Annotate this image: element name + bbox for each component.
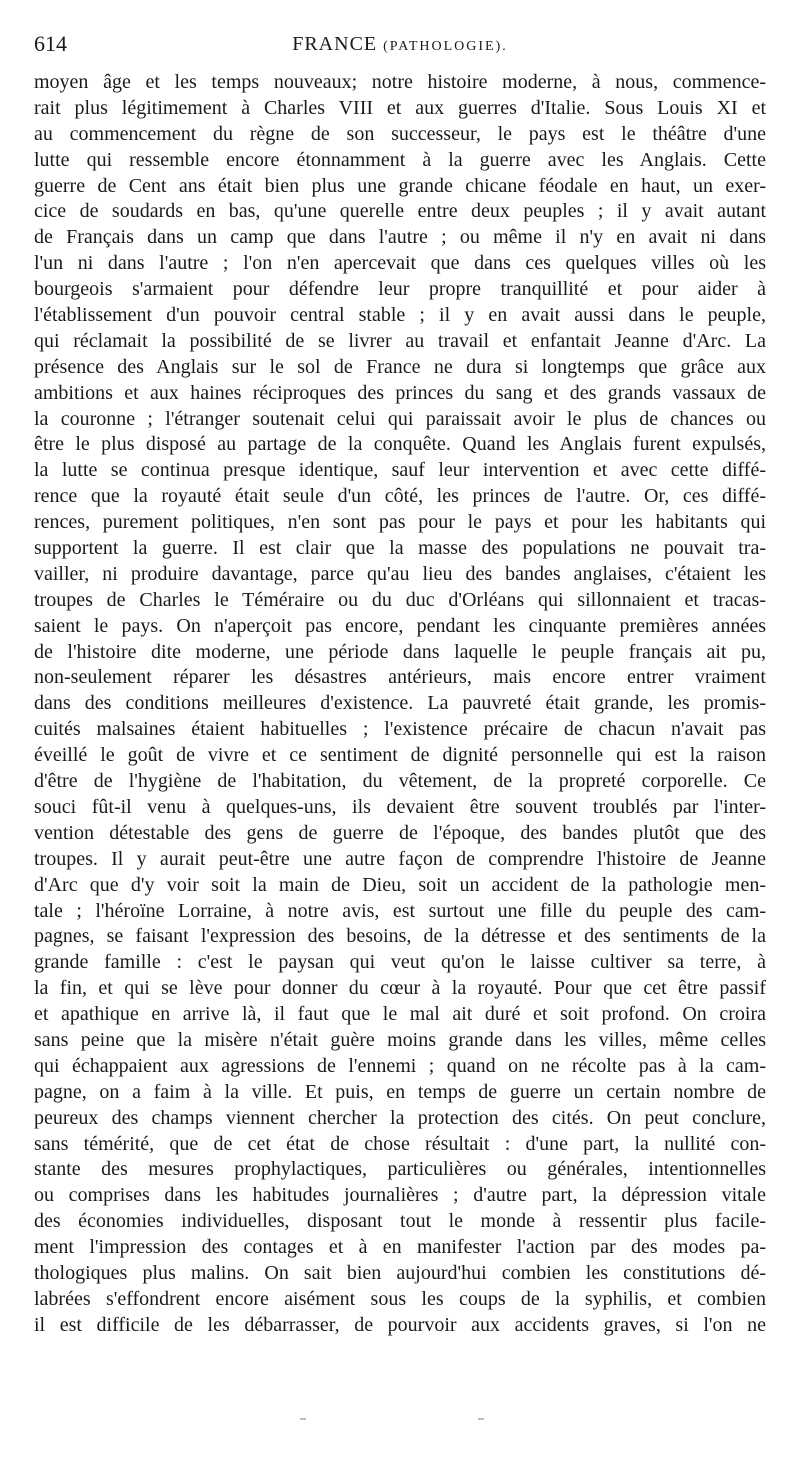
text-line: au commencement du règne de son successeur, le pays est le théâtre d'une	[34, 122, 766, 145]
text-line: labrées s'effondrent encore aisément sous les coups de la syphilis, et combien	[34, 1287, 766, 1310]
text-line: rait plus légitimement à Charles VIII et aux guerres d'Italie. Sous Louis XI et	[34, 96, 766, 119]
text-line: la lutte se continua presque identique, sauf leur intervention et avec cette diffé-	[34, 459, 766, 482]
running-head	[34, 30, 766, 58]
text-line: qui échappaient aux agressions de l'ennemi ; quand on ne récolte pas à la cam-	[34, 1054, 766, 1077]
text-line: rence que la royauté était seule d'un côté, les princes de l'autre. Or, ces diffé-	[34, 485, 766, 508]
text-line: saient le pays. On n'aperçoit pas encore, pendant les cinquante premières années	[34, 614, 766, 637]
text-line: souci fût-il venu à quelques-uns, ils devaient être souvent troublés par l'inter-	[34, 795, 766, 818]
text-line: éveillé le goût de vivre et ce sentiment de dignité personnelle qui est la raison	[34, 744, 766, 767]
text-line: tale ; l'héroïne Lorraine, à notre avis, est surtout une fille du peuple des cam-	[34, 899, 766, 922]
text-line: pagnes, se faisant l'expression des besoins, de la détresse et des sentiments de la	[34, 925, 766, 948]
text-line: troupes de Charles le Téméraire ou du duc d'Orléans qui sillonnaient et tracas-	[34, 588, 766, 611]
text-line: qui réclamait la possibilité de se livrer au travail et enfantait Jeanne d'Arc. La	[34, 329, 766, 352]
body-text	[34, 70, 766, 1339]
text-line: il est difficile de les débarrasser, de pourvoir aux accidents graves, si l'on ne	[34, 1313, 766, 1336]
text-line: dans des conditions meilleures d'existence. La pauvreté était grande, les promis-	[34, 692, 766, 715]
running-title	[34, 30, 766, 61]
text-line: d'Arc que d'y voir soit la main de Dieu, soit un accident de la pathologie men-	[34, 873, 766, 896]
text-line: thologiques plus malins. On sait bien aujourd'hui combien les constitutions dé-	[34, 1261, 766, 1284]
text-line: vailler, ni produire davantage, parce qu'au lieu des bandes anglaises, c'étaient les	[34, 562, 766, 585]
text-line: lutte qui ressemble encore étonnamment à la guerre avec les Anglais. Cette	[34, 148, 766, 171]
text-line: et apathique en arrive là, il faut que le mal ait duré et soit profond. On croira	[34, 1003, 766, 1026]
text-line: la couronne ; l'étranger soutenait celui qui paraissait avoir le plus de chances ou	[34, 407, 766, 430]
text-line: présence des Anglais sur le sol de France ne dura si longtemps que grâce aux	[34, 355, 766, 378]
text-line: l'établissement d'un pouvoir central stable ; il y en avait aussi dans le peuple,	[34, 304, 766, 327]
running-title-subtitle: (PATHOLOGIE).	[383, 39, 508, 54]
text-line: d'être de l'hygiène de l'habitation, du vêtement, de la propreté corporelle. Ce	[34, 770, 766, 793]
text-line: ambitions et aux haines réciproques des princes du sang et des grands vassaux de	[34, 381, 766, 404]
text-line: de Français dans un camp que dans l'autre ; ou même il n'y en avait ni dans	[34, 226, 766, 249]
text-line: sans témérité, que de cet état de chose résultait : d'une part, la nullité con-	[34, 1132, 766, 1155]
text-line: sans peine que la misère n'était guère moins grande dans les villes, même celles	[34, 1028, 766, 1051]
text-line: rences, purement politiques, n'en sont pas pour le pays et pour les habitants qui	[34, 511, 766, 534]
footer-scan-marks	[0, 1418, 800, 1428]
text-line: de l'histoire dite moderne, une période dans laquelle le peuple français ait pu,	[34, 640, 766, 663]
text-line: l'un ni dans l'autre ; l'on n'en apercevait que dans ces quelques villes où les	[34, 252, 766, 275]
text-line: supportent la guerre. Il est clair que la masse des populations ne pouvait tra-	[34, 537, 766, 560]
text-line: la fin, et qui se lève pour donner du cœur à la royauté. Pour que cet être passif	[34, 977, 766, 1000]
text-line: grande famille : c'est le paysan qui veut qu'on le laisse cultiver sa terre, à	[34, 951, 766, 974]
running-title-main: FRANCE	[292, 33, 378, 55]
text-line: des économies individuelles, disposant tout le monde à ressentir plus facile-	[34, 1210, 766, 1233]
text-line: ou comprises dans les habitudes journalières ; d'autre part, la dépression vitale	[34, 1184, 766, 1207]
text-line: non-seulement réparer les désastres antérieurs, mais encore entrer vraiment	[34, 666, 766, 689]
text-line: cice de soudards en bas, qu'une querelle entre deux peuples ; il y avait autant	[34, 200, 766, 223]
text-line: stante des mesures prophylactiques, particulières ou générales, intentionnelles	[34, 1158, 766, 1181]
text-line: être le plus disposé au partage de la conquête. Quand les Anglais furent expulsés,	[34, 433, 766, 456]
text-line: cuités malsaines étaient habituelles ; l'existence précaire de chacun n'avait pas	[34, 718, 766, 741]
text-line: moyen âge et les temps nouveaux; notre histoire moderne, à nous, commence-	[34, 71, 766, 93]
text-line: bourgeois s'armaient pour défendre leur propre tranquillité et pour aider à	[34, 278, 766, 301]
text-line: ment l'impression des contages et à en manifester l'action par des modes pa-	[34, 1236, 766, 1259]
text-line: pagne, on a faim à la ville. Et puis, en temps de guerre un certain nombre de	[34, 1080, 766, 1103]
text-line: troupes. Il y aurait peut-être une autre façon de comprendre l'histoire de Jeanne	[34, 847, 766, 870]
page-number: 614	[34, 31, 67, 56]
text-line: peureux des champs viennent chercher la protection des cités. On peut conclure,	[34, 1106, 766, 1129]
text-line: guerre de Cent ans était bien plus une grande chicane féodale en haut, un exer-	[34, 174, 766, 197]
text-line: vention détestable des gens de guerre de l'époque, des bandes plutôt que des	[34, 821, 766, 844]
